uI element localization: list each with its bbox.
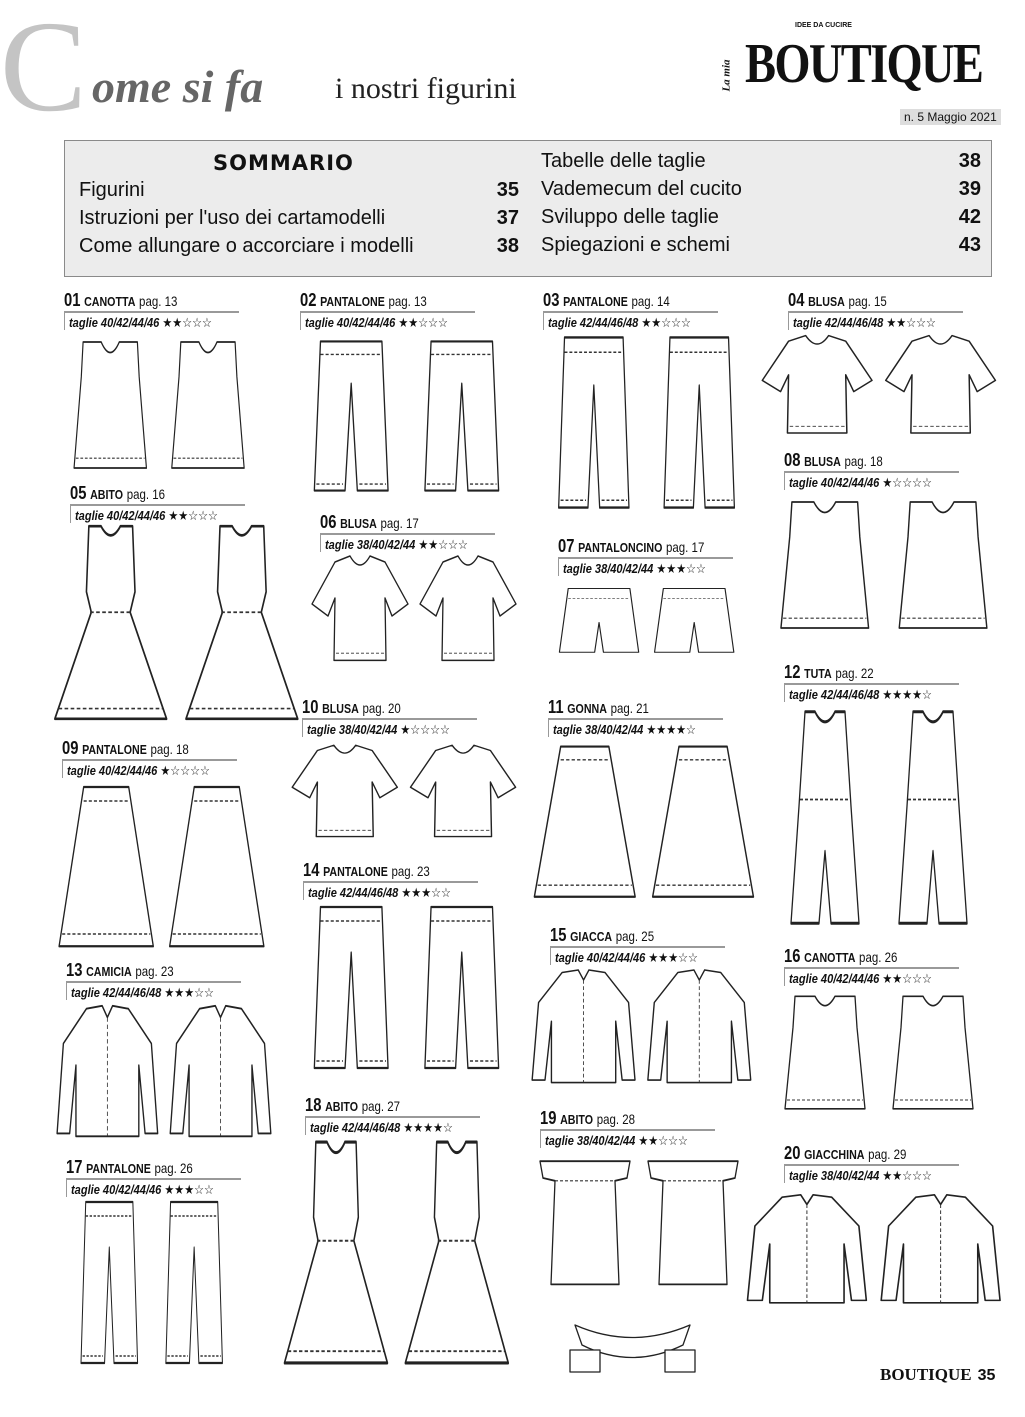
garment-sketch-04 [760, 330, 1000, 442]
item-page: pag. 23 [135, 963, 174, 979]
item-heading [550, 925, 654, 946]
sommario-entry[interactable] [79, 179, 519, 202]
pattern-item-18 [305, 1095, 453, 1135]
garment-front [292, 745, 397, 836]
pattern-item-05 [70, 483, 218, 523]
sommario-entry-page: 35 [496, 179, 519, 201]
divider [788, 312, 789, 330]
garment-sketch-17 [70, 1195, 235, 1370]
item-page: pag. 18 [844, 453, 883, 469]
item-sizes [310, 1120, 453, 1136]
item-sizes [71, 985, 214, 1001]
garment-sketch-20 [745, 1190, 1005, 1310]
item-sizes-text: taglie 38/40/42/44 [325, 537, 416, 552]
item-sizes [548, 315, 691, 331]
garment-front [74, 342, 146, 468]
item-name: CAMICIA [86, 964, 132, 979]
pattern-item-19 [540, 1108, 688, 1148]
garment-sketch-03 [545, 330, 750, 515]
divider [66, 1178, 241, 1180]
item-number: 19 [540, 1108, 557, 1128]
difficulty-stars: ★★☆☆☆ [886, 315, 936, 330]
logo-tagline: IDEE DA CUCIRE [795, 22, 852, 29]
pattern-item-20 [784, 1143, 933, 1183]
garment-sketch-06 [310, 550, 520, 670]
sommario-entry-page: 42 [958, 206, 981, 228]
item-name: GIACCHINA [804, 1147, 865, 1162]
item-name: BLUSA [808, 294, 845, 309]
pattern-item-13 [66, 960, 214, 1000]
item-page: pag. 17 [380, 515, 419, 531]
item-heading [62, 738, 189, 759]
item-page: pag. 13 [139, 293, 178, 309]
garment-back [664, 337, 734, 507]
item-page: pag. 14 [631, 293, 670, 309]
item-number: 14 [303, 860, 320, 880]
garment-back [648, 1161, 738, 1284]
pattern-item-03 [543, 290, 698, 330]
item-number: 13 [66, 960, 83, 980]
sommario-entry-page: 43 [958, 234, 981, 256]
item-sizes-text: taglie 42/44/46/48 [308, 885, 399, 900]
sommario-entry[interactable] [541, 206, 981, 229]
item-name: PANTALONE [323, 864, 388, 879]
divider [66, 982, 67, 1000]
garment-sketch-09 [55, 780, 270, 955]
difficulty-stars: ★☆☆☆☆ [882, 475, 932, 490]
divider [305, 1116, 480, 1118]
garment-front [785, 996, 865, 1109]
divider [66, 981, 241, 983]
garment-sketch-13 [55, 1000, 275, 1145]
item-page: pag. 26 [154, 1160, 193, 1176]
garment-front [57, 1006, 158, 1137]
sommario-entry-page: 38 [496, 235, 519, 257]
sommario-entry-label: Tabelle delle taglie [541, 150, 706, 172]
item-name: PANTALONE [82, 742, 147, 757]
item-number: 08 [784, 450, 801, 470]
garment-back [653, 747, 754, 897]
item-heading [66, 960, 174, 981]
item-sizes [789, 687, 932, 703]
sommario-entry[interactable] [79, 235, 519, 258]
logo-prefix: La mia [720, 59, 733, 92]
divider [540, 1129, 715, 1131]
item-name: TUTA [804, 666, 832, 681]
divider [550, 946, 725, 948]
difficulty-stars: ★★★☆☆ [656, 561, 706, 576]
garment-back [881, 1195, 1000, 1303]
garment-sketch-11 [530, 740, 760, 905]
item-sizes [793, 315, 936, 331]
garment-front [781, 502, 869, 628]
divider [300, 311, 475, 313]
item-heading [784, 946, 897, 967]
divider [548, 719, 549, 737]
item-sizes-text: taglie 40/42/44/46 [69, 315, 160, 330]
difficulty-stars: ★★☆☆☆ [162, 315, 212, 330]
sommario-box [64, 140, 992, 277]
garment-front [314, 907, 388, 1068]
difficulty-stars: ★★☆☆☆ [168, 508, 218, 523]
item-page: pag. 29 [868, 1146, 907, 1162]
item-number: 11 [548, 697, 564, 717]
item-page: pag. 28 [596, 1111, 636, 1127]
sommario-entry[interactable] [541, 150, 981, 173]
title-initial: C [0, 0, 87, 139]
garment-front [81, 1202, 138, 1363]
divider [558, 557, 733, 559]
divider [550, 947, 551, 965]
item-number: 10 [302, 697, 319, 717]
garment-back [170, 787, 264, 946]
pattern-item-07 [558, 536, 736, 576]
divider [543, 311, 718, 313]
item-sizes [69, 315, 212, 331]
belt-sketch [565, 1315, 700, 1385]
item-page: pag. 26 [859, 949, 898, 965]
pattern-item-08 [784, 450, 932, 490]
item-name: CANOTTA [804, 950, 856, 965]
garment-back [893, 996, 973, 1109]
pattern-item-12 [784, 662, 932, 702]
garment-front [59, 787, 153, 946]
divider [66, 1179, 67, 1197]
item-sizes [553, 722, 696, 738]
item-number: 12 [784, 662, 801, 682]
item-sizes [789, 971, 932, 987]
difficulty-stars: ★★★☆☆ [648, 950, 698, 965]
item-page: pag. 27 [361, 1098, 401, 1114]
item-sizes-text: taglie 40/42/44/46 [305, 315, 396, 330]
item-sizes-text: taglie 42/44/46/48 [548, 315, 639, 330]
item-name: ABITO [90, 487, 124, 502]
sommario-entry-page: 37 [496, 207, 519, 229]
garment-sketch-08 [770, 495, 1000, 635]
item-number: 02 [300, 290, 317, 310]
divider [784, 684, 785, 702]
item-number: 18 [305, 1095, 322, 1115]
divider [784, 471, 959, 473]
sommario-entry-label: Vademecum del cucito [541, 178, 742, 200]
item-number: 07 [558, 536, 575, 556]
divider [784, 472, 785, 490]
item-heading [64, 290, 177, 311]
garment-sketch-02 [300, 335, 515, 497]
item-sizes-text: taglie 42/44/46/48 [793, 315, 884, 330]
sommario-entry-label: Come allungare o accorciare i modelli [79, 235, 414, 257]
item-sizes [789, 1168, 932, 1184]
divider [64, 311, 239, 313]
difficulty-stars: ★★☆☆☆ [638, 1133, 688, 1148]
sommario-entry[interactable] [541, 178, 981, 201]
garment-back [170, 1006, 271, 1137]
difficulty-stars: ★★★★☆ [882, 687, 932, 702]
divider [784, 968, 785, 986]
item-sizes-text: taglie 42/44/46/48 [310, 1120, 401, 1135]
sommario-entry[interactable] [79, 207, 519, 230]
item-page: pag. 21 [610, 700, 649, 716]
item-name: PANTALONE [320, 294, 385, 309]
item-sizes-text: taglie 38/40/42/44 [307, 722, 398, 737]
item-heading [784, 450, 883, 471]
item-sizes [305, 315, 448, 331]
garment-sketch-07 [555, 580, 740, 665]
garment-sketch-12 [775, 705, 985, 930]
garment-back [899, 502, 987, 628]
item-number: 06 [320, 512, 337, 532]
divider [784, 1164, 959, 1166]
item-number: 15 [550, 925, 567, 945]
item-name: ABITO [325, 1099, 359, 1114]
item-number: 01 [64, 290, 81, 310]
divider [558, 558, 559, 576]
divider [784, 967, 959, 969]
pattern-item-14 [303, 860, 458, 900]
garment-back [899, 712, 967, 924]
item-heading [302, 697, 401, 718]
item-page: pag. 22 [835, 665, 874, 681]
pattern-item-02 [300, 290, 455, 330]
divider [302, 719, 303, 737]
difficulty-stars: ★★☆☆☆ [418, 537, 468, 552]
item-heading [300, 290, 427, 311]
item-heading [320, 512, 419, 533]
divider [784, 1165, 785, 1183]
garment-front [747, 1195, 866, 1303]
item-sizes [555, 950, 698, 966]
pattern-item-11 [548, 697, 696, 737]
item-name: ABITO [560, 1112, 594, 1127]
garment-front [532, 970, 635, 1083]
footer-brand: BOUTIQUE [880, 1365, 972, 1384]
garment-back [655, 589, 734, 653]
item-name: PANTALONCINO [578, 540, 663, 555]
garment-front [762, 336, 872, 433]
pattern-item-06 [320, 512, 468, 552]
item-sizes [563, 561, 706, 577]
garment-back [886, 336, 996, 433]
page-title: ome si fa [92, 61, 264, 112]
item-name: CANOTTA [84, 294, 136, 309]
garment-back [405, 1142, 508, 1363]
garment-back [425, 907, 499, 1068]
difficulty-stars: ★★★☆☆ [164, 1182, 214, 1197]
item-heading [548, 697, 649, 718]
garment-back [166, 1202, 223, 1363]
divider [548, 718, 723, 720]
item-sizes-text: taglie 40/42/44/46 [75, 508, 166, 523]
difficulty-stars: ★☆☆☆☆ [160, 763, 210, 778]
sommario-entry-page: 39 [958, 178, 981, 200]
item-sizes-text: taglie 40/42/44/46 [555, 950, 646, 965]
garment-front [534, 747, 635, 897]
item-page: pag. 23 [391, 863, 430, 879]
pattern-item-01 [64, 290, 212, 330]
garment-back [410, 745, 515, 836]
item-sizes-text: taglie 42/44/46/48 [789, 687, 880, 702]
difficulty-stars: ★☆☆☆☆ [400, 722, 450, 737]
item-heading [303, 860, 430, 881]
footer [880, 1365, 995, 1385]
item-page: pag. 16 [126, 486, 166, 502]
difficulty-stars: ★★☆☆☆ [882, 1168, 932, 1183]
item-heading [540, 1108, 635, 1129]
divider [540, 1130, 541, 1148]
garment-front [559, 589, 638, 653]
garment-front [559, 337, 629, 507]
garment-front [540, 1161, 630, 1284]
item-sizes-text: taglie 38/40/42/44 [563, 561, 654, 576]
sommario-entry-label: Spiegazioni e schemi [541, 234, 730, 256]
difficulty-stars: ★★★★☆ [403, 1120, 453, 1135]
sommario-entry-label: Istruzioni per l'uso dei cartamodelli [79, 207, 386, 229]
pattern-item-09 [62, 738, 217, 778]
divider [70, 504, 245, 506]
sommario-entry-page: 38 [958, 150, 981, 172]
item-number: 16 [784, 946, 801, 966]
item-name: BLUSA [322, 701, 359, 716]
garment-sketch-10 [290, 740, 520, 845]
difficulty-stars: ★★★☆☆ [401, 885, 451, 900]
item-page: pag. 17 [666, 539, 705, 555]
divider [302, 718, 477, 720]
garment-sketch-16 [775, 990, 985, 1115]
item-sizes-text: taglie 42/44/46/48 [71, 985, 162, 1000]
item-number: 03 [543, 290, 560, 310]
pattern-item-10 [302, 697, 450, 737]
item-sizes [789, 475, 932, 491]
garment-front [284, 1142, 387, 1363]
sommario-entry[interactable] [541, 234, 981, 257]
garment-sketch-19 [535, 1150, 745, 1290]
item-sizes-text: taglie 40/42/44/46 [789, 971, 880, 986]
difficulty-stars: ★★☆☆☆ [882, 971, 932, 986]
item-heading [788, 290, 887, 311]
page-subtitle: i nostri figurini [335, 72, 517, 105]
garment-back [425, 341, 499, 490]
item-name: PANTALONE [86, 1161, 151, 1176]
item-sizes [307, 722, 450, 738]
item-name: BLUSA [340, 516, 377, 531]
item-sizes-text: taglie 38/40/42/44 [553, 722, 644, 737]
item-sizes [545, 1133, 688, 1149]
garment-back [186, 526, 298, 719]
sommario-entry-label: Sviluppo delle taglie [541, 206, 719, 228]
garment-sketch-15 [530, 965, 755, 1090]
garment-back [172, 342, 244, 468]
item-number: 05 [70, 483, 87, 503]
item-heading [543, 290, 670, 311]
divider [300, 312, 301, 330]
page-number: 35 [977, 1367, 996, 1384]
item-sizes-text: taglie 40/42/44/46 [789, 475, 880, 490]
difficulty-stars: ★★★★☆ [646, 722, 696, 737]
garment-back [648, 970, 751, 1083]
garment-front [314, 341, 388, 490]
item-number: 20 [784, 1143, 801, 1163]
divider [788, 311, 963, 313]
item-name: GIACCA [570, 929, 613, 944]
item-heading [66, 1157, 193, 1178]
item-sizes [308, 885, 451, 901]
logo-brand: BOUTIQUE [745, 33, 983, 95]
boutique-logo [720, 22, 985, 105]
item-heading [558, 536, 704, 557]
garment-sketch-01 [65, 335, 255, 475]
item-number: 09 [62, 738, 79, 758]
item-heading [70, 483, 165, 504]
divider [543, 312, 544, 330]
item-page: pag. 20 [362, 700, 401, 716]
garment-front [791, 712, 859, 924]
sommario-entry-label: Figurini [79, 179, 145, 201]
garment-sketch-14 [300, 900, 515, 1075]
divider [305, 1117, 306, 1135]
item-page: pag. 15 [848, 293, 887, 309]
difficulty-stars: ★★★☆☆ [164, 985, 214, 1000]
item-name: BLUSA [804, 454, 841, 469]
item-number: 17 [66, 1157, 83, 1177]
item-heading [305, 1095, 400, 1116]
item-sizes [67, 763, 210, 779]
divider [303, 882, 304, 900]
divider [64, 312, 65, 330]
item-sizes-text: taglie 38/40/42/44 [789, 1168, 880, 1183]
item-name: GONNA [567, 701, 607, 716]
pattern-item-17 [66, 1157, 221, 1197]
garment-sketch-05 [50, 520, 305, 725]
item-sizes-text: taglie 40/42/44/46 [71, 1182, 162, 1197]
garment-back [420, 556, 516, 660]
divider [320, 533, 495, 535]
divider [62, 759, 237, 761]
pattern-item-15 [550, 925, 698, 965]
garment-front [312, 556, 408, 660]
item-heading [784, 662, 874, 683]
garment-front [55, 526, 167, 719]
garment-sketch-18 [280, 1135, 515, 1370]
difficulty-stars: ★★☆☆☆ [398, 315, 448, 330]
divider [62, 760, 63, 778]
pattern-item-16 [784, 946, 932, 986]
divider [784, 683, 959, 685]
item-number: 04 [788, 290, 805, 310]
item-heading [784, 1143, 906, 1164]
divider [303, 881, 478, 883]
item-sizes-text: taglie 38/40/42/44 [545, 1133, 636, 1148]
item-sizes-text: taglie 40/42/44/46 [67, 763, 158, 778]
item-name: PANTALONE [563, 294, 628, 309]
pattern-item-04 [788, 290, 936, 330]
issue-label: n. 5 Maggio 2021 [900, 109, 1001, 125]
item-page: pag. 18 [150, 741, 189, 757]
sommario-title: SOMMARIO [213, 151, 354, 175]
item-page: pag. 25 [615, 928, 655, 944]
difficulty-stars: ★★☆☆☆ [641, 315, 691, 330]
item-page: pag. 13 [388, 293, 427, 309]
